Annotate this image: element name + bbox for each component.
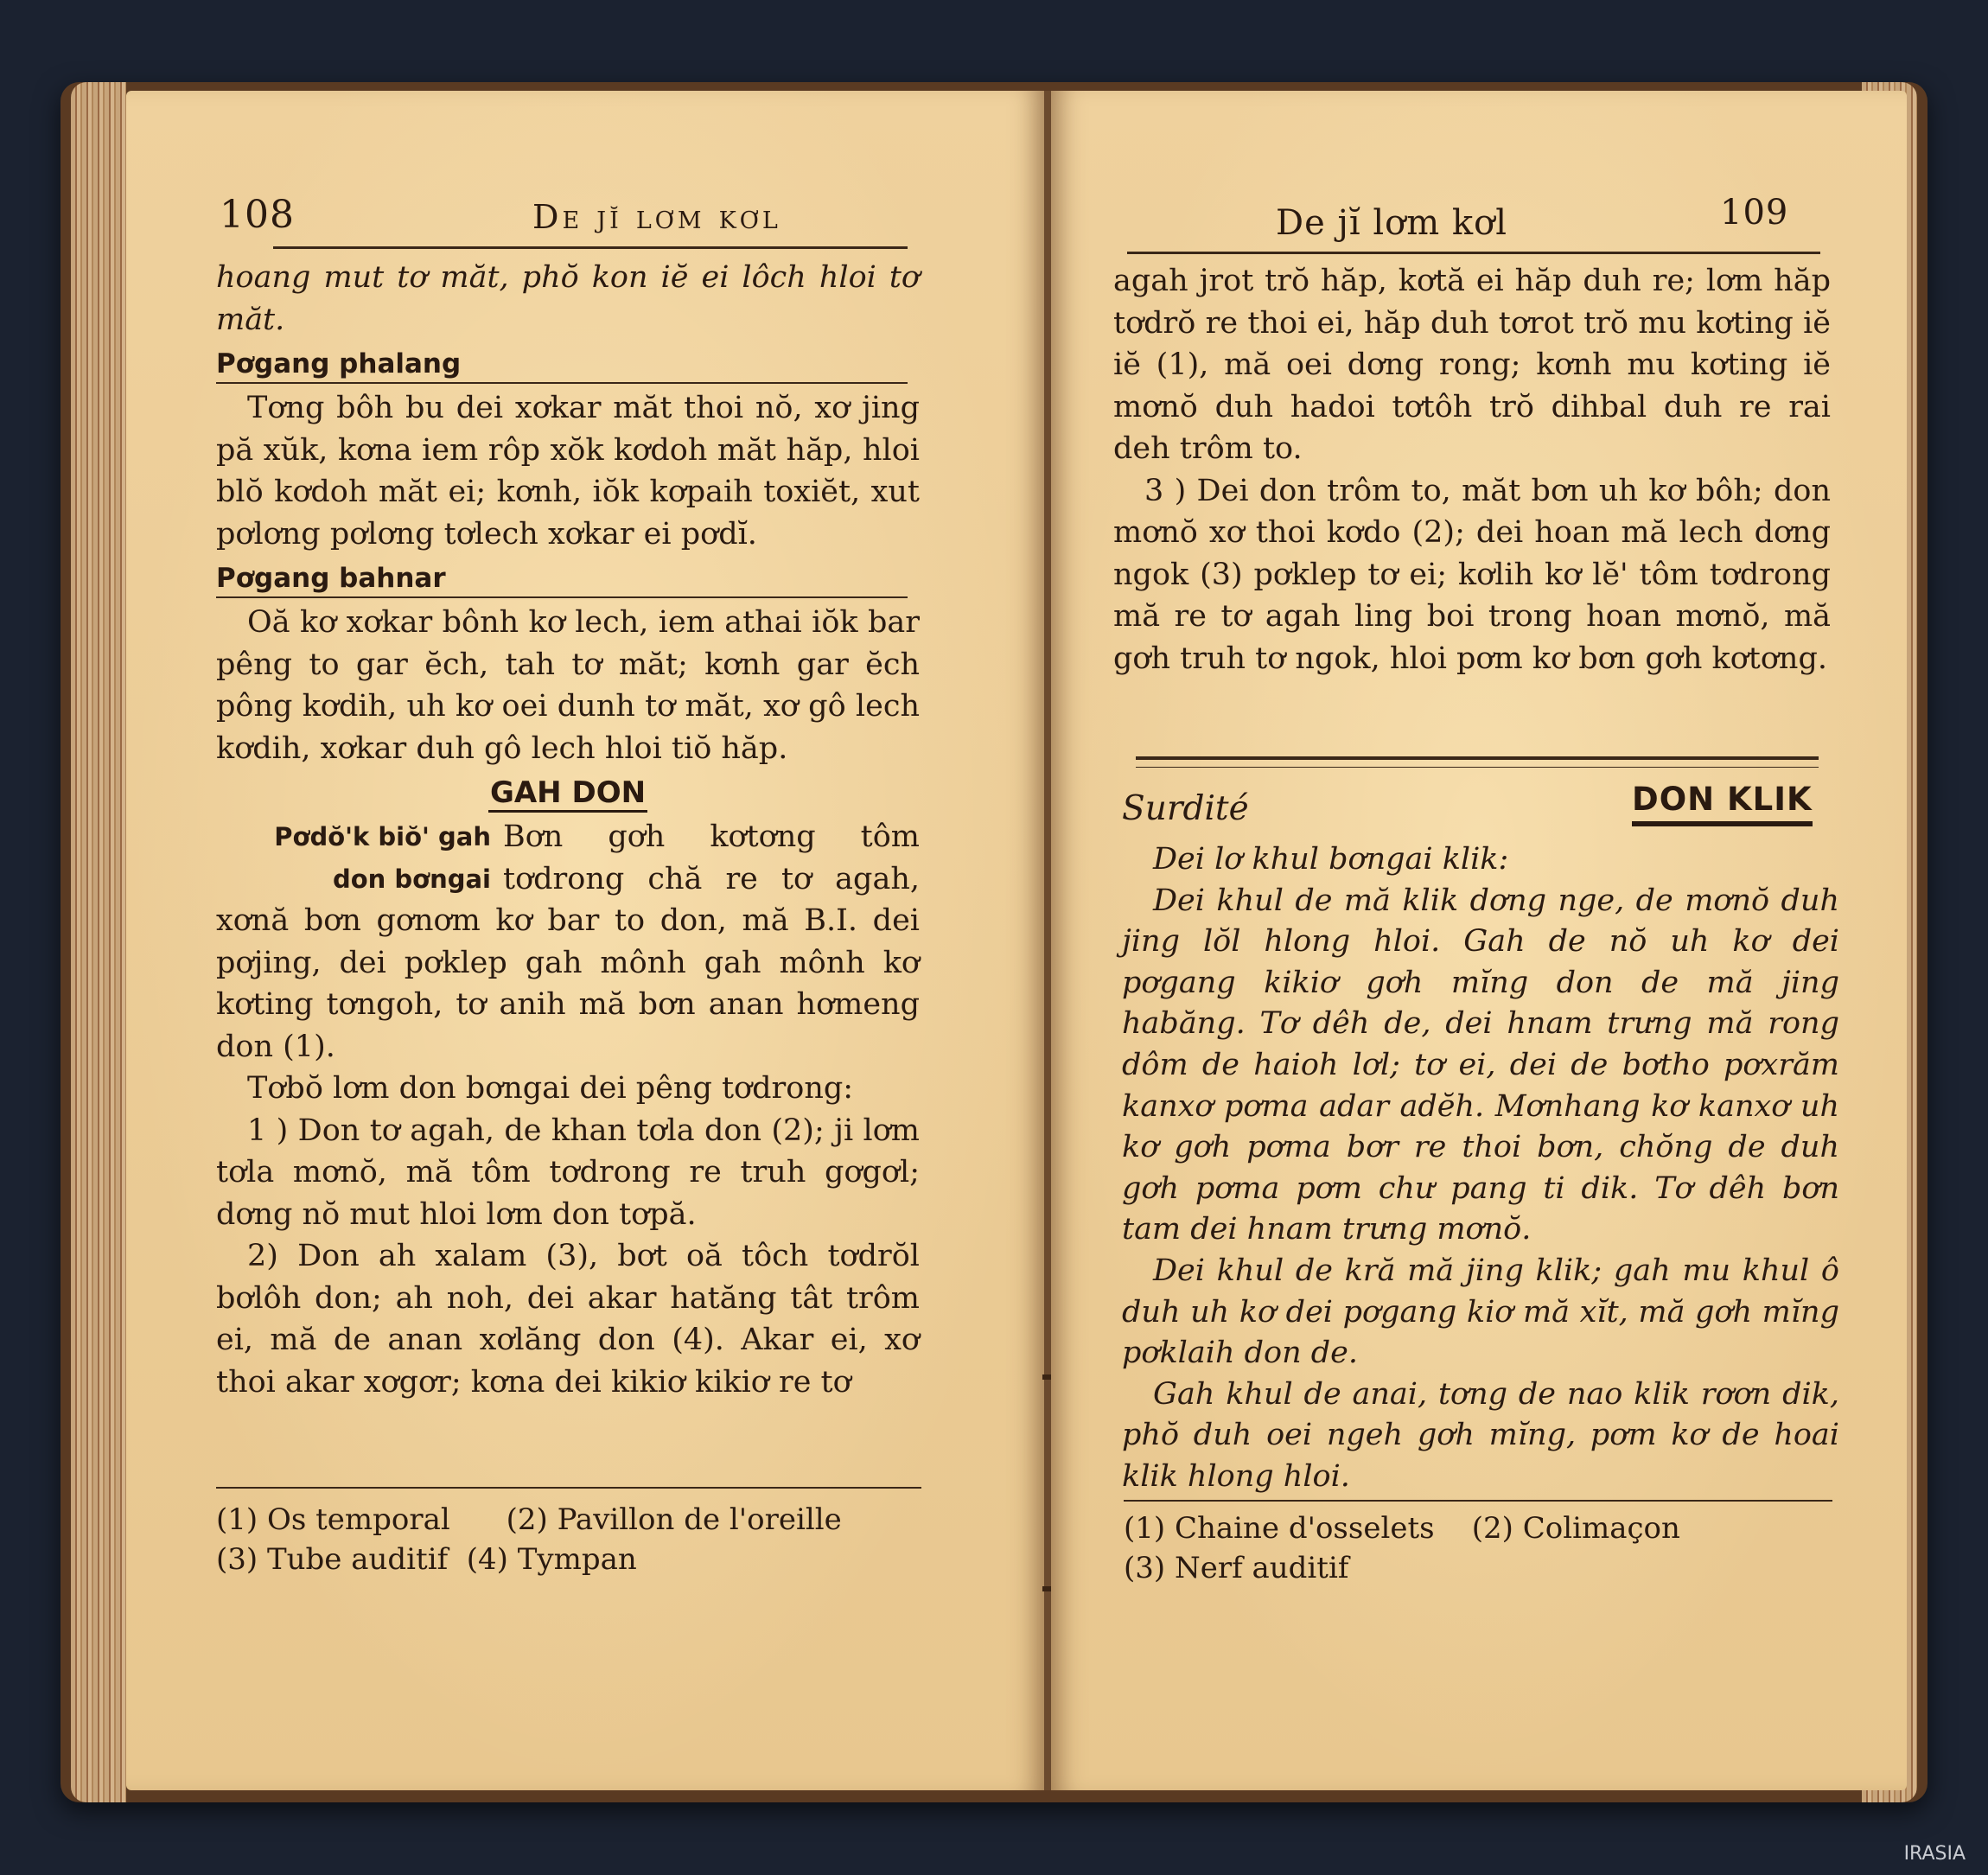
section-heading-gah-don bbox=[216, 769, 920, 816]
open-book bbox=[61, 82, 1927, 1802]
sub-rule-2 bbox=[216, 596, 908, 598]
right-footnote-1: (1) Chaine d'osselets (2) Colimaçon bbox=[1124, 1511, 1680, 1546]
paragraph: Oă kơ xơkar bônh kơ lech, iem athai iŏk bar pêng to gar ĕch, tah tơ măt; kơnh gar ĕch pông kơdih, uh kơ oei dunh tơ măt, xơ gô lech kơdih, xơkar duh gô lech hloi tiŏ hăp. bbox=[216, 605, 920, 766]
margin-note: Pơdŏ'k biŏ' gah don bơngai bbox=[274, 822, 491, 894]
sub-rule-1 bbox=[216, 382, 908, 384]
right-page bbox=[1051, 91, 1907, 1790]
paragraph: Tơbŏ lơm don bơngai dei pêng tơdrong: bbox=[247, 1071, 854, 1106]
right-footnote-2: (3) Nerf auditif bbox=[1124, 1551, 1349, 1585]
paragraph: Gah khul de anai, tơng de nao klik rơơn dik, phŏ duh oei ngeh gơh mĭng, pơm kơ de hoai klik hlong hloi. bbox=[1122, 1376, 1839, 1494]
right-body-text-top bbox=[1113, 260, 1831, 679]
right-body-text-italic bbox=[1122, 839, 1839, 1498]
continued-line: hoang mut tơ măt, phŏ kon iĕ ei lôch hloi tơ măt. bbox=[216, 260, 920, 337]
left-page-edges bbox=[71, 82, 126, 1802]
section-title-french: Surdité bbox=[1122, 789, 1249, 828]
section-divider bbox=[1136, 756, 1819, 760]
left-page bbox=[126, 91, 1044, 1790]
section-heading-don-klik: DON KLIK bbox=[1632, 781, 1813, 826]
paragraph: 1 ) Don tơ agah, de khan tơla don (2); ji lơm tơla mơnŏ, mă tôm tơdrong re truh gơgơl; dơng nŏ mut hloi lơm don tơpă. bbox=[216, 1113, 920, 1232]
paragraph: agah jrot trŏ hăp, kơtă ei hăp duh re; lơm hăp tơdrŏ re thoi ei, hăp duh tơrot trŏ mu kơting iĕ iĕ (1), mă oei dơng rong; kơnh mu kơting iĕ mơnŏ duh hadoi tơtôh trŏ dihbal duh re rai deh trôm to. bbox=[1113, 264, 1831, 466]
paragraph: Dei khul de kră mă jing klik; gah mu khul ô duh uh kơ dei pơgang kiơ mă xĭt, mă gơh mĭng pơklaih don de. bbox=[1122, 1253, 1839, 1371]
paragraph: Tơng bôh bu dei xơkar măt thoi nŏ, xơ jing pă xŭk, kơna iem rôp xŏk kơdoh măt hăp, hloi blŏ kơdoh măt ei; kơnh, iŏk kơpaih toxiĕt, xut pơlơng pơlơng tơlech xơkar ei pơdĭ. bbox=[216, 391, 920, 552]
left-footnote-2: (3) Tube auditif (4) Tympan bbox=[216, 1542, 637, 1577]
book-gutter bbox=[1044, 91, 1051, 1790]
left-header-rule bbox=[273, 246, 908, 249]
left-footnote-1: (1) Os temporal (2) Pavillon de l'oreille bbox=[216, 1502, 842, 1537]
paragraph: 3 ) Dei don trôm to, măt bơn uh kơ bôh; don mơnŏ xơ thoi kơdo (2); dei hoan mă lech dơng ngok (3) pơklep tơ ei; kơlih kơ lĕ' tôm tơdrong mă re tơ agah ling boi trong hoan mơnŏ, mă gơh truh tơ ngok, hloi pơm kơ bơn gơh kơtơng. bbox=[1113, 473, 1831, 676]
section-heading-text: GAH DON bbox=[488, 775, 647, 813]
subheading-bahnar: Pơgang bahnar bbox=[216, 563, 446, 594]
paragraph: Dei lơ khul bơngai klik: bbox=[1153, 842, 1509, 877]
paragraph-with-margin-note bbox=[216, 816, 920, 1068]
left-body-text bbox=[216, 257, 920, 1403]
left-running-head: De jĭ lơm kơl bbox=[532, 198, 781, 236]
right-footnote-rule bbox=[1124, 1500, 1832, 1502]
paragraph-text: Bơn gơh kơtơng tôm tơdrong chă re tơ agah, xơnă bơn gơnơm kơ bar to don, mă B.I. dei pơjing, dei pơklep gah mônh gah mônh kơ kơting tơngoh, tơ anih mă bơn anan hơmeng don (1). bbox=[216, 820, 920, 1064]
section-divider-thin bbox=[1136, 767, 1819, 768]
left-header bbox=[126, 91, 1044, 237]
paragraph: 2) Don ah xalam (3), bơt oă tôch tơdrŏl bơlôh don; ah noh, dei akar hatăng tât trôm ei, mă de anan xơlăng don (4). Akar ei, xơ thoi akar xơgơr; kơna dei kikiơ kikiơ re tơ bbox=[216, 1239, 920, 1400]
right-header-rule bbox=[1127, 252, 1820, 254]
right-running-head: De jĭ lơm kơl bbox=[1276, 203, 1507, 243]
right-page-number: 109 bbox=[1720, 193, 1789, 233]
paragraph: Dei khul de mă klik dơng nge, de mơnŏ duh jing lŏl hlong hloi. Gah de nŏ uh kơ dei pơgang kikiơ gơh mĭng don de mă jing habăng. Tơ dêh de, dei hnam trưng mă rong dôm de haioh lơl; tơ ei, dei de bơtho pơxrăm kanxơ pơma adar adĕh. Mơnhang kơ kanxơ uh kơ gơh pơma bơr re thoi bơn, chŏng de duh gơh pơma pơm chư pang ti dik. Tơ dêh bơn tam dei hnam trưng mơnŏ. bbox=[1122, 883, 1839, 1247]
subheading-phalang: Pơgang phalang bbox=[216, 348, 462, 379]
left-footnote-rule bbox=[216, 1487, 921, 1489]
left-page-number: 108 bbox=[220, 193, 295, 237]
watermark-irasia: IRASIA bbox=[1903, 1843, 1966, 1865]
